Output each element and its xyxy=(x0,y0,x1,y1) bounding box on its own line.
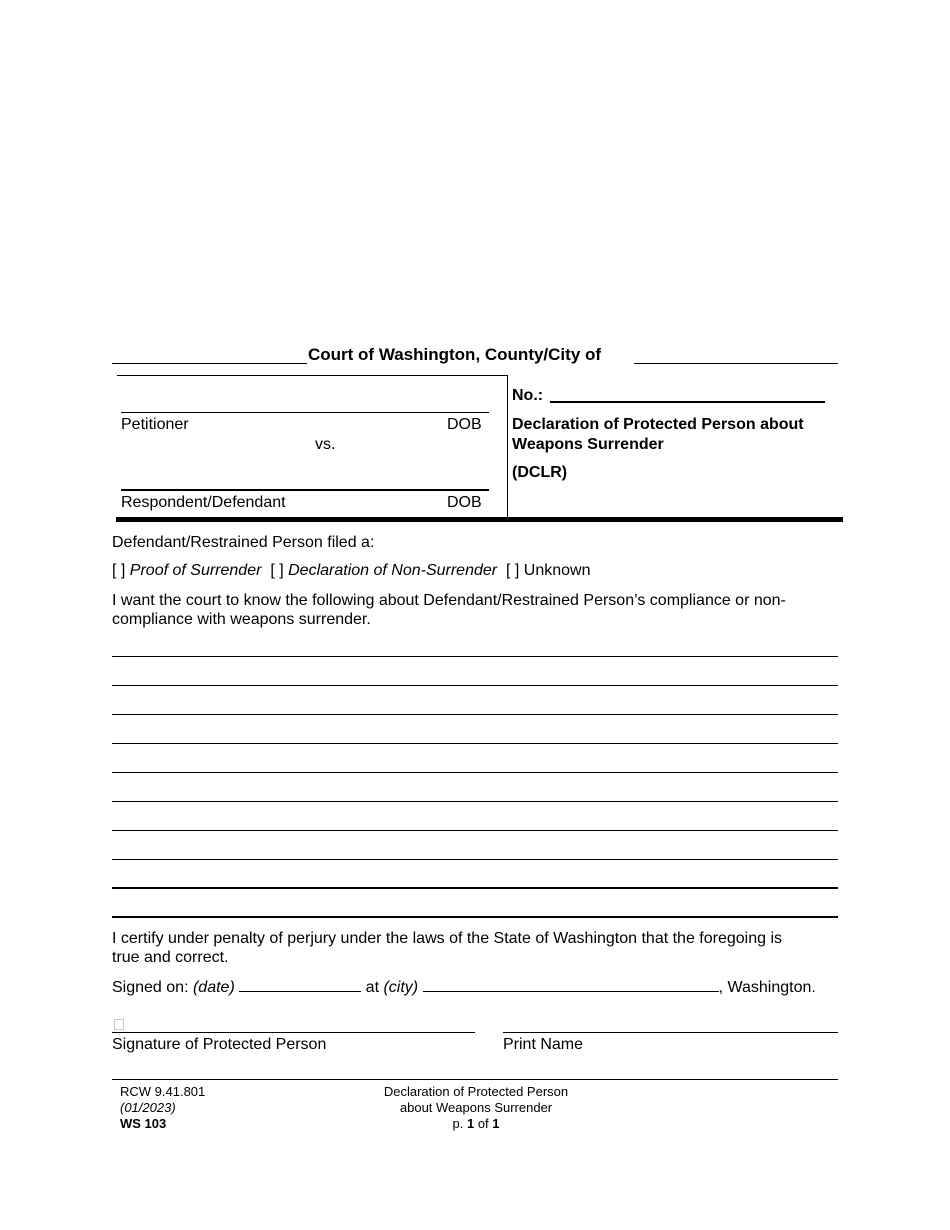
writing-line[interactable] xyxy=(112,714,838,715)
certification-line2: true and correct. xyxy=(112,949,229,966)
writing-line[interactable] xyxy=(112,916,838,918)
filing-options-row xyxy=(112,561,591,580)
county-blank-right[interactable] xyxy=(634,363,838,364)
unknown-label: Unknown xyxy=(523,562,591,579)
city-blank[interactable] xyxy=(423,977,719,992)
caption-top-line xyxy=(117,375,508,376)
caption-divider xyxy=(507,375,508,517)
doc-title-line2: Weapons Surrender xyxy=(512,436,664,453)
writing-line[interactable] xyxy=(112,743,838,744)
court-title: Court of Washington, County/City of xyxy=(308,345,602,364)
proof-of-surrender-checkbox[interactable]: [ ] xyxy=(112,562,126,579)
writing-line[interactable] xyxy=(112,859,838,860)
writing-line[interactable] xyxy=(112,656,838,657)
writing-line[interactable] xyxy=(112,685,838,686)
filing-intro: Defendant/Restrained Person filed a: xyxy=(112,534,375,551)
writing-line[interactable] xyxy=(112,830,838,831)
print-name-line[interactable] xyxy=(503,1032,838,1033)
footer-form-id: WS 103 xyxy=(120,1116,167,1131)
writing-line[interactable] xyxy=(112,887,838,889)
case-number-blank[interactable] xyxy=(550,401,825,403)
page-of: of xyxy=(477,1116,489,1131)
compliance-text-line1: I want the court to know the following about Defendant/Restrained Person’s compliance or non- xyxy=(112,592,786,609)
state-suffix: , Washington. xyxy=(718,979,816,996)
signed-on-row xyxy=(112,977,816,997)
footer-rule xyxy=(112,1079,838,1080)
certification-line1: I certify under penalty of perjury under the laws of the State of Washington that the foregoing is xyxy=(112,930,783,947)
signature-label: Signature of Protected Person xyxy=(112,1036,327,1053)
footer-title-line2: about Weapons Surrender xyxy=(399,1100,553,1115)
petitioner-name-line[interactable] xyxy=(121,412,489,413)
date-blank[interactable] xyxy=(239,977,361,992)
proof-of-surrender-label: Proof of Surrender xyxy=(129,562,262,579)
page-total: 1 xyxy=(492,1116,500,1131)
respondent-label: Respondent/Defendant xyxy=(121,494,286,511)
county-blank-left[interactable] xyxy=(112,363,307,364)
footer-title-line1: Declaration of Protected Person xyxy=(383,1084,569,1099)
date-hint: (date) xyxy=(192,979,235,996)
doc-code: (DCLR) xyxy=(512,464,568,481)
caption-bottom-rule xyxy=(116,517,843,522)
respondent-name-line[interactable] xyxy=(121,489,489,491)
petitioner-label: Petitioner xyxy=(121,416,189,433)
doc-title-line1: Declaration of Protected Person about xyxy=(512,416,804,433)
print-name-label: Print Name xyxy=(503,1036,584,1053)
writing-line[interactable] xyxy=(112,801,838,802)
signature-field-marker-icon xyxy=(114,1019,124,1030)
case-number-label: No.: xyxy=(512,387,544,404)
at-label: at xyxy=(365,979,380,996)
writing-line[interactable] xyxy=(112,772,838,773)
footer-page-number xyxy=(376,1116,576,1132)
petitioner-dob-label: DOB xyxy=(447,416,482,433)
vs-label: vs. xyxy=(315,436,336,453)
signed-on-label: Signed on: xyxy=(112,979,189,996)
unknown-checkbox[interactable]: [ ] xyxy=(506,562,520,579)
signature-line[interactable] xyxy=(112,1032,475,1033)
page-prefix: p. xyxy=(452,1116,464,1131)
footer-statute: RCW 9.41.801 xyxy=(120,1084,206,1099)
footer-revision: (01/2023) xyxy=(120,1100,176,1115)
page-current: 1 xyxy=(466,1116,475,1131)
respondent-dob-label: DOB xyxy=(447,494,482,511)
city-hint: (city) xyxy=(383,979,419,996)
compliance-text-line2: compliance with weapons surrender. xyxy=(112,611,371,628)
non-surrender-label: Declaration of Non-Surrender xyxy=(288,562,498,579)
non-surrender-checkbox[interactable]: [ ] xyxy=(270,562,284,579)
